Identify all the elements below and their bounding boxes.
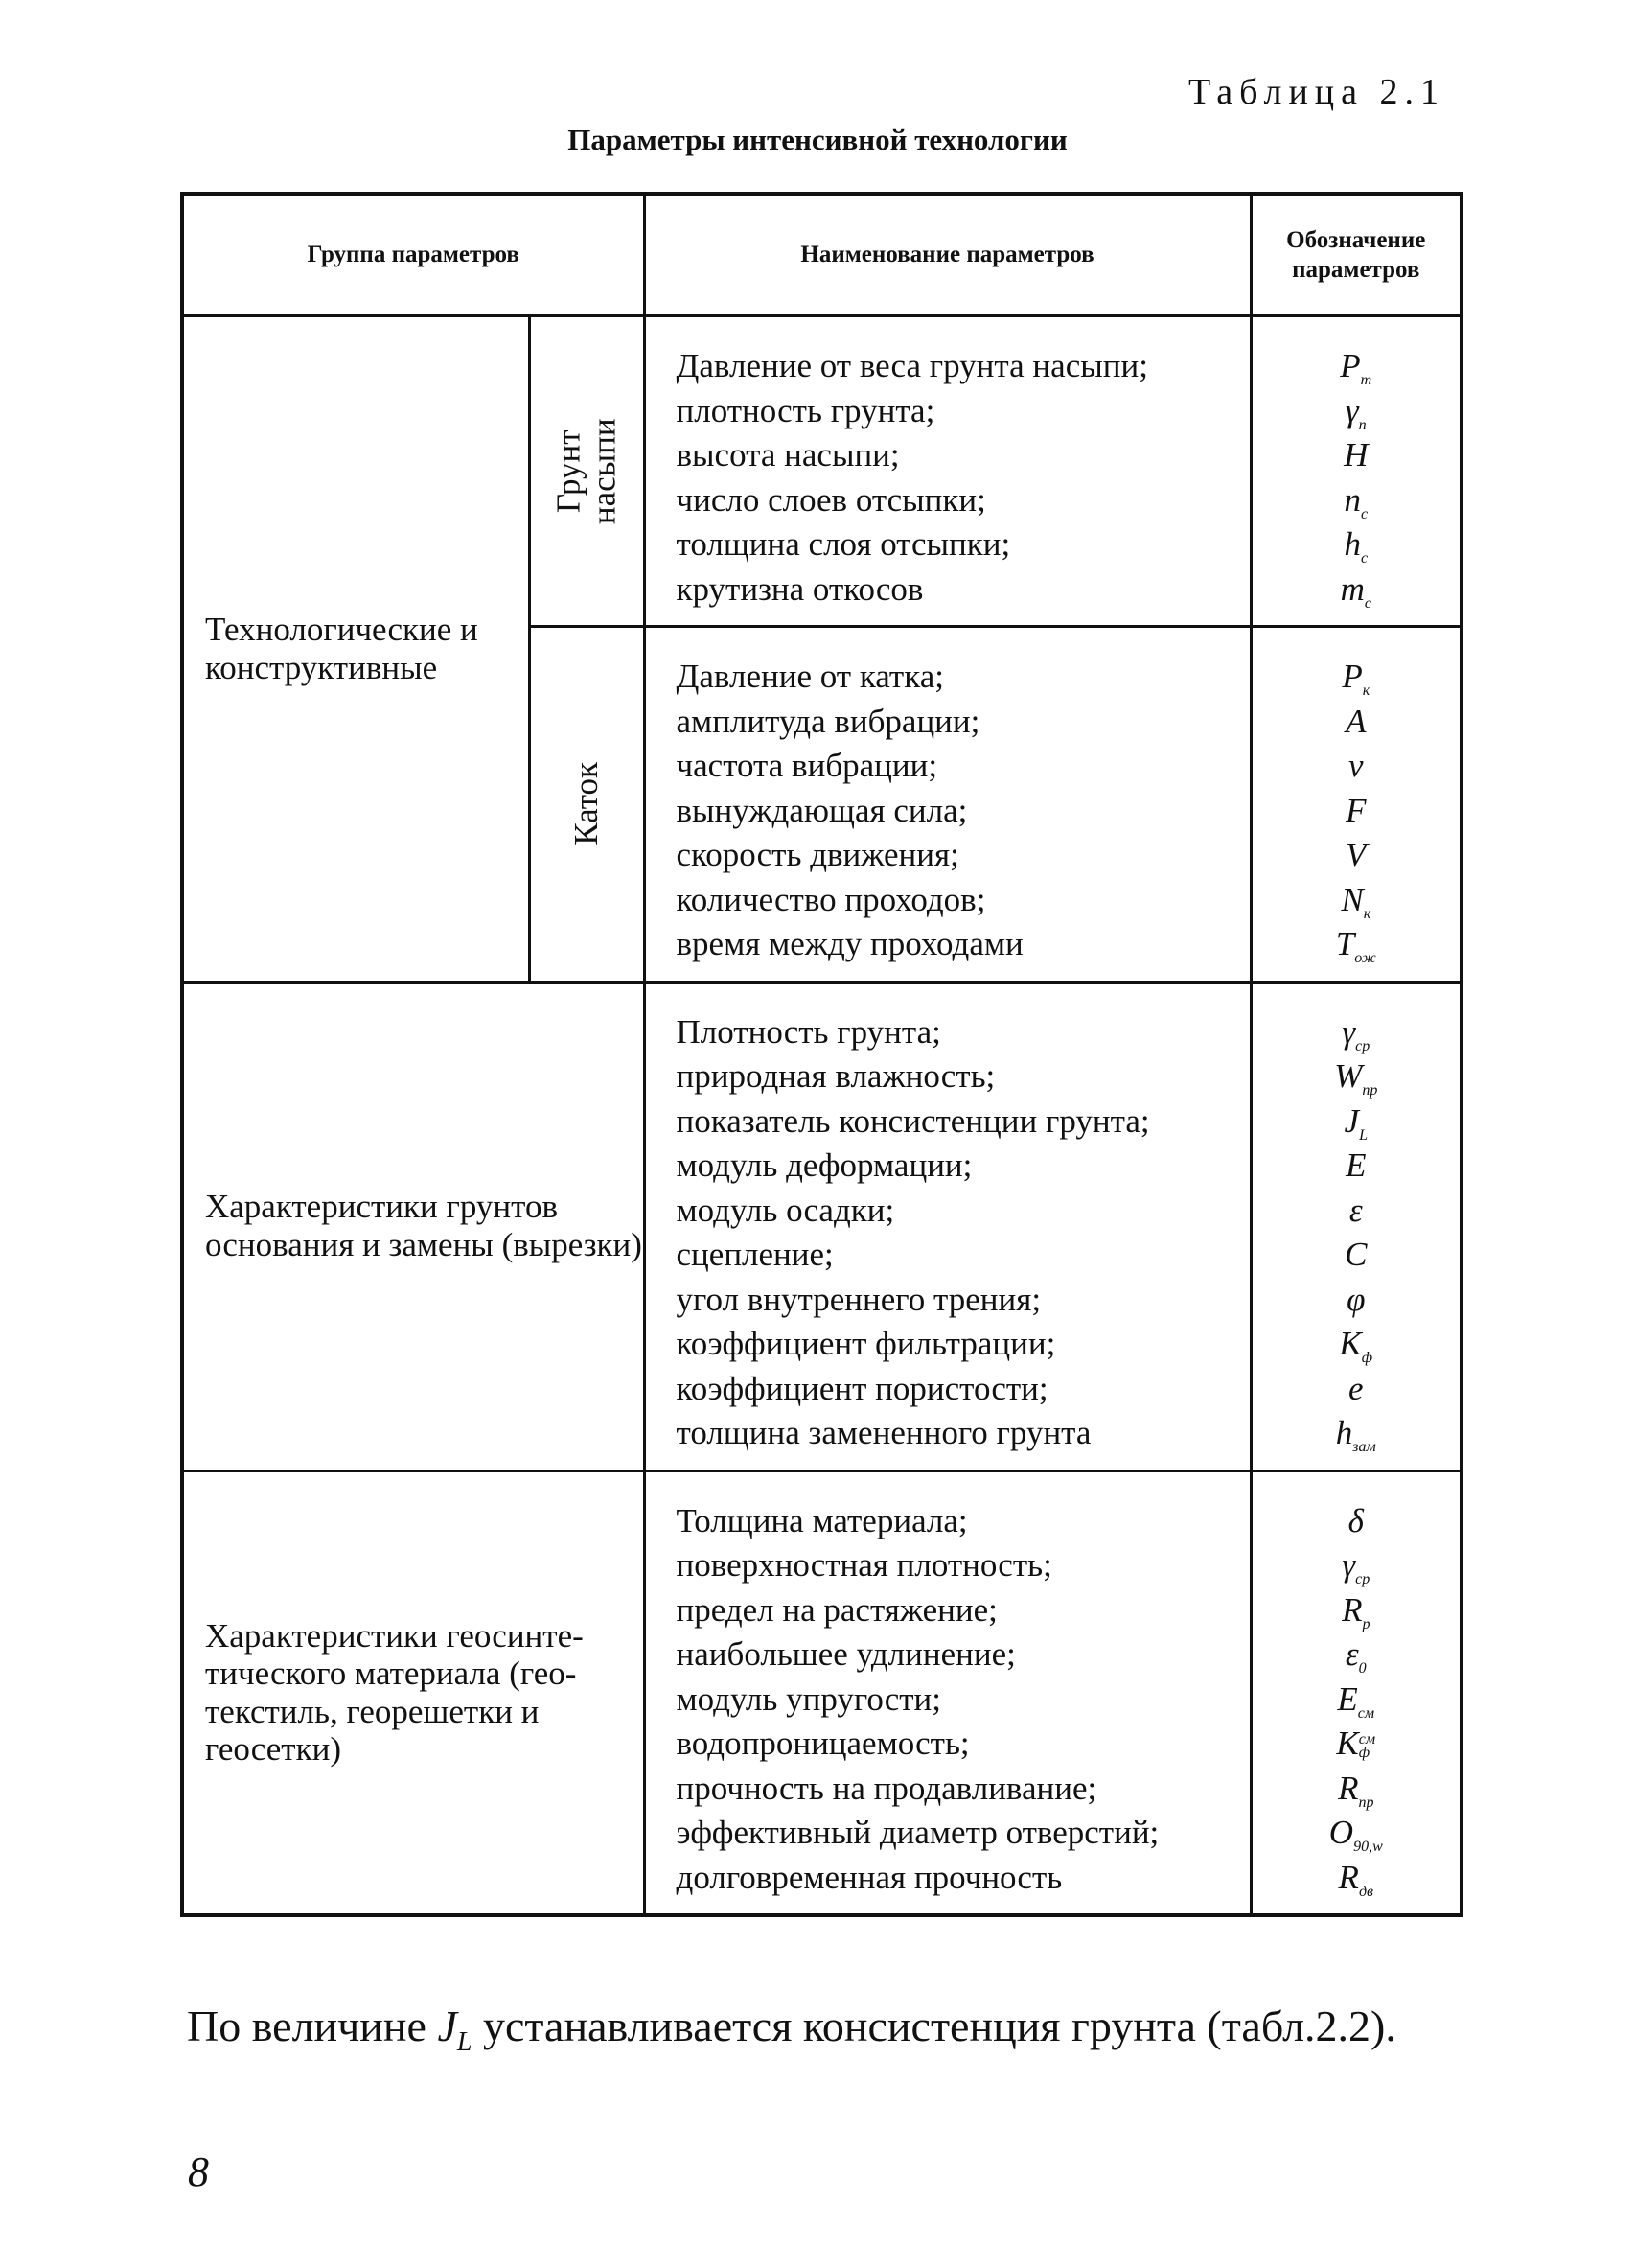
parameter-symbol <box>1253 1278 1461 1323</box>
parameter-names-cell <box>644 1470 1251 1915</box>
symbol-letter: E <box>1346 1146 1367 1184</box>
symbol-letter: n <box>1344 480 1361 519</box>
symbol-subscript: пр <box>1358 1794 1374 1811</box>
parameter-name: коэффициент фильтрации; <box>676 1325 1056 1362</box>
parameter-name: время между проходами <box>676 925 1024 962</box>
parameter-symbol <box>1253 1189 1461 1234</box>
symbol-subscript: ф <box>1361 1350 1373 1366</box>
symbol-letter: W <box>1334 1057 1363 1095</box>
parameter-symbol <box>1253 1499 1461 1544</box>
symbol-subscript: п <box>1358 416 1367 433</box>
symbol-letter: K <box>1339 1325 1362 1362</box>
parameter-name: Плотность грунта; <box>676 1012 941 1051</box>
symbol-letter: δ <box>1347 1501 1364 1539</box>
symbol-subscript: c <box>1360 505 1369 522</box>
symbol-subscript: к <box>1362 683 1370 699</box>
body-paragraph <box>187 1999 1457 2071</box>
parameter-symbol <box>1253 655 1461 700</box>
parameter-name: толщина замененного грунта <box>676 1414 1092 1451</box>
symbol-subscript: c <box>1360 550 1369 567</box>
parameter-symbol <box>1253 1054 1461 1099</box>
parameter-symbol <box>1253 878 1461 923</box>
parameter-symbol <box>1253 1678 1461 1723</box>
parameter-symbol <box>1253 1722 1461 1767</box>
parameter-symbol <box>1253 1233 1461 1278</box>
parameter-name: сцепление; <box>676 1236 834 1273</box>
symbol-letter: h <box>1344 525 1361 563</box>
subgroup-cell <box>529 316 644 627</box>
parameter-name: высота насыпи; <box>676 436 900 474</box>
header-symbol: Обозначение параметров <box>1251 194 1462 316</box>
symbol-letter: O <box>1328 1814 1354 1851</box>
parameter-name: плотность грунта; <box>676 391 935 429</box>
parameter-name: модуль упругости; <box>676 1679 942 1718</box>
parameter-symbol <box>1253 1632 1461 1678</box>
symbol-letter: m <box>1340 569 1365 608</box>
symbol-superscript: см <box>1358 1730 1376 1747</box>
parameter-symbol <box>1253 1099 1461 1145</box>
symbol-letter: ν <box>1347 747 1364 784</box>
parameter-symbol <box>1253 1144 1461 1189</box>
symbol-subscript: p <box>1362 1615 1370 1632</box>
symbol-subscript: дв <box>1358 1883 1373 1900</box>
parameters-table <box>180 192 1463 1917</box>
symbol-letter: γ <box>1345 391 1359 429</box>
parameter-symbol <box>1253 1367 1461 1412</box>
parameter-names-cell <box>644 627 1251 983</box>
symbol-letter: H <box>1344 436 1369 474</box>
paragraph-text-after: устанавливается консистенция грунта (табл.2.2). <box>472 2002 1396 2050</box>
parameter-name: модуль деформации; <box>676 1146 973 1184</box>
parameter-symbols-cell <box>1251 627 1462 983</box>
symbol-letter: A <box>1346 702 1367 740</box>
symbol-subscript: пр <box>1362 1082 1378 1099</box>
symbol-letter: V <box>1346 836 1367 873</box>
parameter-names-cell <box>644 316 1251 627</box>
parameter-symbol <box>1253 1010 1461 1055</box>
symbol-subscript: т <box>1360 372 1372 388</box>
group-title: Характеристики грунтов основания и замены (вырезки) <box>182 982 644 1470</box>
page-number: 8 <box>188 2148 209 2195</box>
symbol-letter: T <box>1335 925 1355 962</box>
symbol-letter: φ <box>1347 1280 1366 1318</box>
paragraph-text-before: По величине <box>187 2002 438 2050</box>
symbol-subscript: 0 <box>1358 1660 1367 1677</box>
parameter-symbol <box>1253 1543 1461 1588</box>
parameter-name: природная влажность; <box>676 1057 996 1095</box>
parameter-name: число слоев отсыпки; <box>676 480 986 519</box>
parameter-symbol <box>1253 833 1461 878</box>
symbol-letter: h <box>1335 1414 1353 1451</box>
parameter-symbols-cell <box>1251 982 1462 1470</box>
table-title: Параметры интенсивной технологии <box>567 123 1068 156</box>
symbol-letter: ε <box>1345 1635 1359 1673</box>
parameter-name: количество проходов; <box>676 880 986 918</box>
subgroup-label: Каток <box>566 762 605 846</box>
parameter-symbol <box>1253 789 1461 834</box>
parameter-name: скорость движения; <box>676 836 959 873</box>
parameter-name: водопроницаемость; <box>676 1724 970 1762</box>
parameter-name: Давление от веса грунта насыпи; <box>676 347 1148 384</box>
symbol-letter: E <box>1337 1679 1358 1718</box>
parameter-name: коэффициент пористости; <box>676 1369 1048 1407</box>
symbol-subscript: ож <box>1354 950 1376 966</box>
symbol-letter: K <box>1336 1724 1359 1762</box>
parameter-name: угол внутреннего трения; <box>676 1280 1042 1318</box>
parameter-name: Толщина материала; <box>676 1501 968 1539</box>
symbol-subscript: ср <box>1355 1571 1370 1587</box>
parameter-name: долговременная прочность <box>676 1858 1063 1896</box>
parameter-symbol <box>1253 344 1461 389</box>
subgroup-cell <box>529 627 644 983</box>
symbol-subscript: см <box>1357 1704 1375 1722</box>
parameter-name: наибольшее удлинение; <box>676 1635 1016 1673</box>
group-title: Технологические и конструктивные <box>182 316 529 983</box>
symbol-subscript: ф <box>1358 1744 1370 1761</box>
table-label: Таблица 2.1 <box>1187 72 1445 112</box>
parameter-name: показатель консистенции грунта; <box>676 1101 1150 1140</box>
table-row <box>182 982 1462 1470</box>
symbol-letter: R <box>1342 1590 1363 1629</box>
symbol-subscript: к <box>1363 905 1371 922</box>
parameter-symbol <box>1253 433 1461 478</box>
parameter-symbol <box>1253 922 1461 967</box>
parameter-symbol <box>1253 522 1461 567</box>
parameter-name: модуль осадки; <box>676 1191 895 1229</box>
parameter-symbol <box>1253 1322 1461 1367</box>
parameter-name: Давление от катка; <box>676 658 944 695</box>
parameter-symbols-cell <box>1251 1470 1462 1915</box>
parameter-name: крутизна откосов <box>676 569 924 608</box>
parameter-name: предел на растяжение; <box>676 1590 998 1629</box>
parameter-symbol <box>1253 567 1461 613</box>
parameter-name: поверхностная плотность; <box>676 1546 1052 1584</box>
parameter-symbol <box>1253 1811 1461 1856</box>
symbol-subscript: 90,w <box>1353 1839 1383 1855</box>
header-group: Группа параметров <box>182 194 644 316</box>
symbol-letter: R <box>1338 1858 1359 1896</box>
symbol-subscript: ср <box>1355 1037 1370 1054</box>
table-header-row <box>182 194 1462 316</box>
parameter-symbol <box>1253 478 1461 523</box>
parameter-name: толщина слоя отсыпки; <box>676 525 1011 563</box>
header-name: Наименование параметров <box>644 194 1251 316</box>
parameter-name: частота вибрации; <box>676 747 938 784</box>
parameter-symbol <box>1253 1588 1461 1633</box>
symbol-letter: R <box>1338 1769 1359 1807</box>
symbol-letter: N <box>1341 880 1364 918</box>
symbol-letter: e <box>1347 1369 1364 1407</box>
parameter-symbol <box>1253 389 1461 434</box>
parameter-name: эффективный диаметр отверстий; <box>676 1814 1160 1851</box>
parameter-symbols-cell <box>1251 316 1462 627</box>
subgroup-label: Грунт насыпи <box>549 418 622 524</box>
symbol-letter: P <box>1342 658 1363 695</box>
parameter-name: амплитуда вибрации; <box>676 702 980 740</box>
parameter-symbol <box>1253 1856 1461 1901</box>
symbol-letter: J <box>1344 1101 1360 1140</box>
group-title: Характеристики геосинте-тического материала (гео-текстиль, георешетки и геосетки) <box>182 1470 644 1915</box>
parameter-symbol <box>1253 700 1461 745</box>
table-row <box>182 1470 1462 1915</box>
symbol-letter: γ <box>1342 1546 1356 1584</box>
symbol-subscript: c <box>1364 594 1371 612</box>
parameter-symbol <box>1253 744 1461 789</box>
paragraph-symbol: $J_L$ <box>437 2002 472 2058</box>
symbol-letter: γ <box>1342 1012 1356 1051</box>
table-row <box>182 316 1462 627</box>
symbol-letter: P <box>1340 347 1361 384</box>
symbol-letter: C <box>1345 1236 1368 1273</box>
parameter-symbol <box>1253 1767 1461 1812</box>
parameter-symbol <box>1253 1411 1461 1456</box>
parameter-name: вынуждающая сила; <box>676 791 968 829</box>
symbol-letter: F <box>1346 791 1367 829</box>
symbol-subscript: зам <box>1352 1439 1376 1455</box>
symbol-letter: ε <box>1348 1191 1363 1229</box>
parameter-names-cell <box>644 982 1251 1470</box>
symbol-subscript: L <box>1359 1126 1368 1144</box>
parameter-name: прочность на продавливание; <box>676 1769 1097 1807</box>
